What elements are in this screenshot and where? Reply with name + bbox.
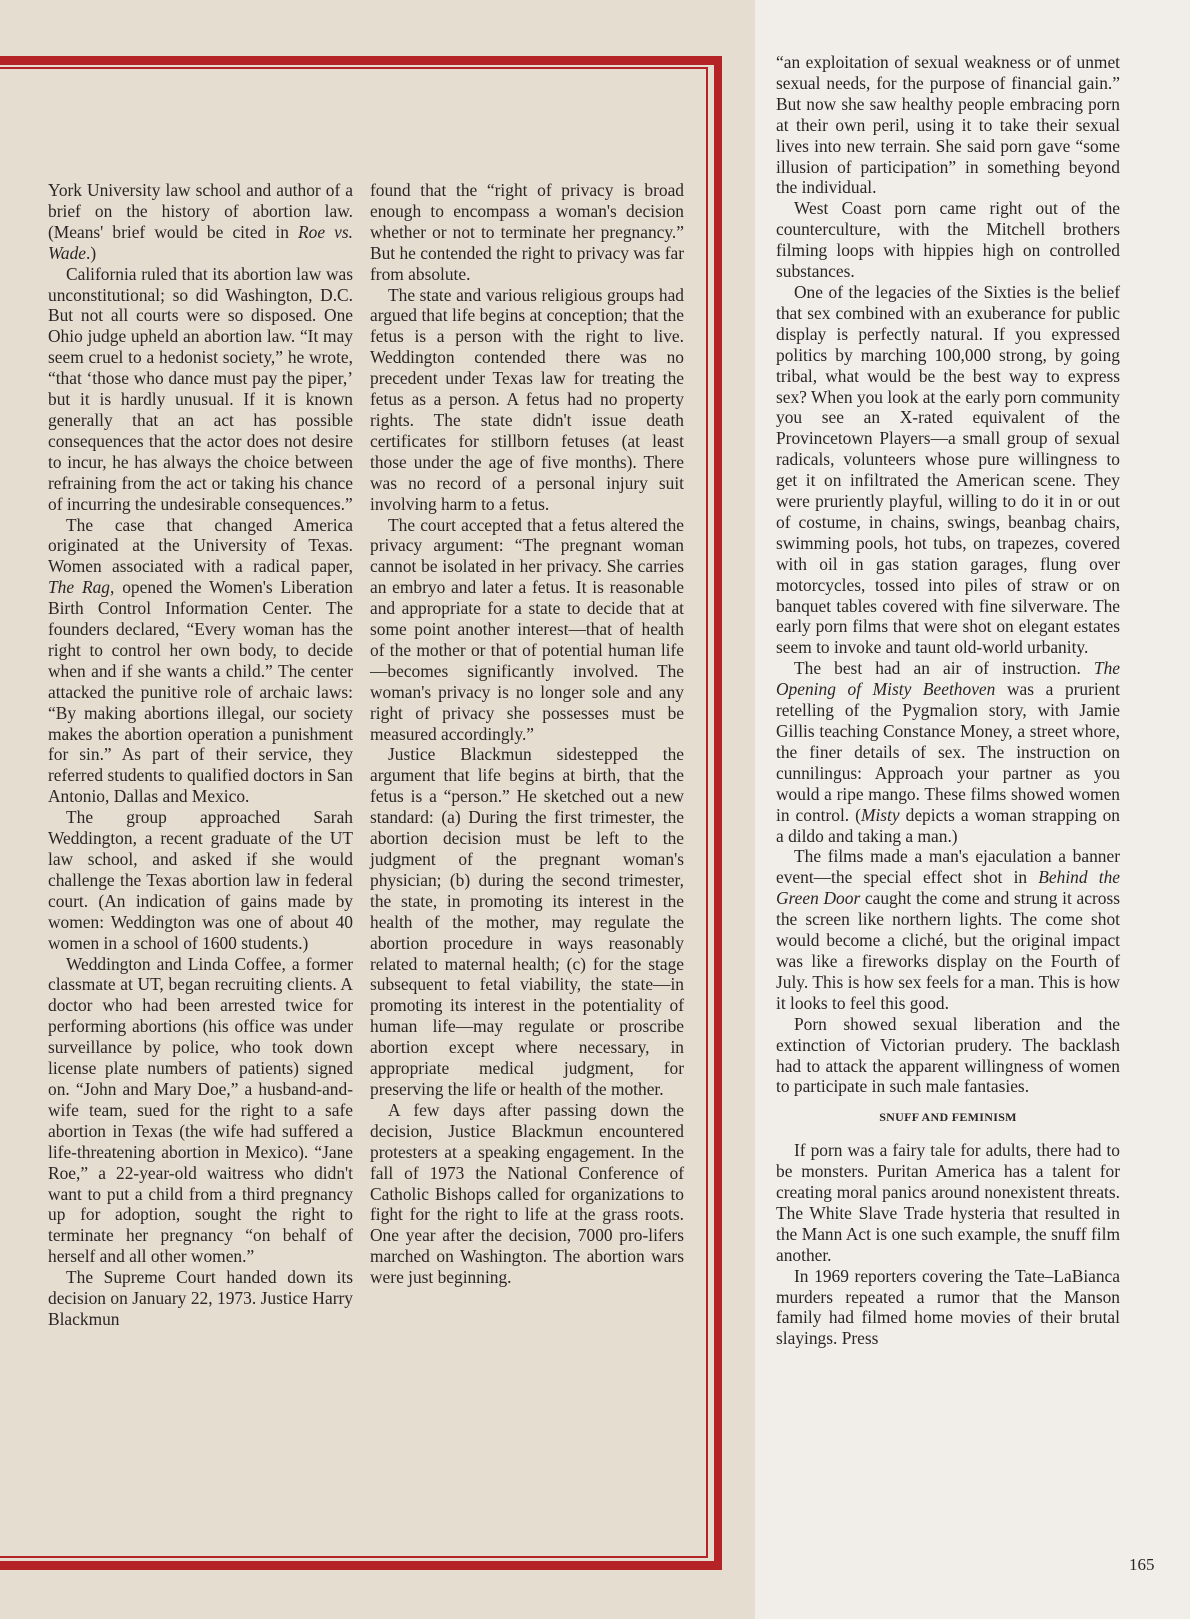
paragraph xyxy=(776,1140,1120,1265)
paragraph xyxy=(776,846,1120,1013)
text-column-2 xyxy=(370,180,684,1288)
text-run: The Supreme Court handed down its decision on January 22, 1973. Justice Harry Blackmun xyxy=(48,1267,353,1329)
paragraph xyxy=(48,1267,353,1330)
text-run: In 1969 reporters covering the Tate–LaBianca murders repeated a rumor that the Manson family had filmed home movies of their brutal slayings. Press xyxy=(776,1265,1120,1349)
text-column-1 xyxy=(48,180,353,1330)
text-run: York University law school and author of a brief on the history of abortion law. (Means' brief would be cited in xyxy=(48,180,353,242)
paragraph xyxy=(776,1266,1120,1350)
text-run: found that the “right of privacy is broad enough to encompass a woman's decision whether or not to terminate her pregnancy.” But he contended the right to privacy was far from absolute. xyxy=(370,180,684,284)
text-run: The group approached Sarah Weddington, a recent graduate of the UT law school, and asked if she would challenge the Texas abortion law in federal court. (An indication of gains made by women: Weddington was one of about 40 women in a school of 1600 students.) xyxy=(48,807,353,953)
text-run: The films made a man's ejaculation a banner event—the special effect shot in xyxy=(776,846,1120,888)
paragraph xyxy=(776,658,1120,846)
frame-right-inner-rule xyxy=(706,67,708,1558)
text-run: The best had an air of instruction. xyxy=(794,658,1094,679)
text-run: .) xyxy=(86,242,97,263)
frame-top-border xyxy=(0,56,722,65)
frame-bottom-inner-rule xyxy=(0,1556,708,1558)
paragraph xyxy=(370,180,684,285)
paragraph xyxy=(776,282,1120,658)
section-heading: SNUFF AND FEMINISM xyxy=(879,1110,1017,1125)
text-run: depicts a woman strapping on a dildo and taking a man.) xyxy=(776,804,1120,846)
paragraph xyxy=(48,954,353,1268)
frame-bottom-border xyxy=(0,1561,722,1570)
paragraph xyxy=(48,180,353,264)
italic-title: Roe vs. Wade xyxy=(48,221,353,263)
italic-title: Behind the Green Door xyxy=(776,867,1120,909)
page-number: 165 xyxy=(1129,1555,1155,1574)
paragraph xyxy=(370,744,684,1099)
paragraph xyxy=(48,515,353,808)
text-run: , opened the Women's Liberation Birth Control Information Center. The founders declared, “Every woman has the right to control her own body, to decide when and if she wants a child.” The center attacked the punitive role of archaic laws: “By making abortions illegal, our society makes the abortion operation a punishment for sin.” As part of their service, they referred students to qualified doctors in San Antonio, Dallas and Mexico. xyxy=(48,577,353,807)
text-column-3 xyxy=(776,52,1120,1349)
paragraph xyxy=(48,264,353,515)
text-run: Porn showed sexual liberation and the extinction of Victorian prudery. The backlash had to attack the apparent willingness of women to participate in such male fantasies. xyxy=(776,1013,1120,1097)
text-run: West Coast porn came right out of the counterculture, with the Mitchell brothers filming loops with hippies high on controlled substances. xyxy=(776,198,1120,282)
text-run: One of the legacies of the Sixties is the belief that sex combined with an exuberance for public display is perfectly natural. If you expressed politics by marching 100,000 strong, by going tribal, what would be the best way to express sex? When you look at the early porn community you see an X-rated equivalent of the Provincetown Players—a small group of sexual radicals, volunteers whose pure willingness to get it on infiltrated the American scene. They were pruriently playful, willing to do it in or out of costume, in chains, swings, beanbag chairs, swimming pools, hot tubs, on trapezes, covered with oil in gas station garages, flung over motorcycles, tossed into piles of straw or on banquet tables covered with fine silverware. The early porn films that were shot on elegant estates seem to invoke and taunt old-world urbanity. xyxy=(776,281,1120,658)
paragraph xyxy=(776,198,1120,282)
text-run: The court accepted that a fetus altered the privacy argument: “The pregnant woman cannot be isolated in her privacy. She carries an embryo and later a fetus. It is reasonable and appropriate for a state to decide that at some point another interest—that of health of the mother or that of potential human life—becomes significantly involved. The woman's privacy is no longer sole and any right of privacy she possesses must be measured accordingly.” xyxy=(370,514,684,744)
text-run: The state and various religious groups had argued that life begins at conception; that the fetus is a person with the right to live. Weddington contended there was no precedent under Texas law for treating the fetus as a person. A fetus had no property rights. The state didn't issue death certificates for stillborn fetuses (at least those under the age of five months). There was no record of a personal injury suit involving harm to a fetus. xyxy=(370,284,684,514)
text-run: Justice Blackmun sidestepped the argument that life begins at birth, that the fetus is a “person.” He sketched out a new standard: (a) During the first trimester, the abortion decision must be left to the judgment of the pregnant woman's physician; (b) during the second trimester, the state, in promoting its interest in the health of the mother, may regulate the abortion procedure in ways reasonably related to maternal health; (c) for the stage subsequent to fetal viability, the state—in promoting its interest in the potentiality of human life—may regulate or proscribe abortion except where necessary, in appropriate medical judgment, for preserving the life or health of the mother. xyxy=(370,744,684,1099)
paragraph xyxy=(370,285,684,515)
text-run: “an exploitation of sexual weakness or of unmet sexual needs, for the purpose of financial gain.” But now she saw healthy people embracing porn at their own peril, using it to take their sexual lives into new terrain. She said porn gave “some illusion of participation” in something beyond the individual. xyxy=(776,52,1120,198)
text-run: was a prurient retelling of the Pygmalion story, with Jamie Gillis teaching Constance Money, a street whore, the finer details of sex. The instruction on cunnilingus: Approach your partner as you would a ripe mango. These films showed women in control. ( xyxy=(776,679,1120,825)
paragraph xyxy=(48,807,353,953)
italic-title: The Opening of Misty Beethoven xyxy=(776,658,1120,700)
paragraph xyxy=(776,52,1120,198)
text-run: If porn was a fairy tale for adults, there had to be monsters. Puritan America has a talent for creating moral panics around nonexistent threats. The White Slave Trade hysteria that resulted in the Mann Act is one such example, the snuff film another. xyxy=(776,1140,1120,1265)
italic-title: Misty xyxy=(860,804,900,825)
text-run: A few days after passing down the decision, Justice Blackmun encountered protesters at a speaking engagement. In the fall of 1973 the National Conference of Catholic Bishops called for organizations to fight for the right to life at the grass roots. One year after the decision, 7000 pro-lifers marched on Washington. The abortion wars were just beginning. xyxy=(370,1099,684,1288)
text-run: California ruled that its abortion law was unconstitutional; so did Washington, D.C. But not all courts were so disposed. One Ohio judge upheld an abortion law. “It may seem cruel to a hedonist society,” he wrote, “that ‘those who dance must pay the piper,’ but it is hardly unusual. If it is known generally that an act has possible consequences that the actor does not desire to incur, he has always the choice between refraining from the act or taking his chance of incurring the undesirable consequences.” xyxy=(48,263,353,514)
paragraph xyxy=(370,1100,684,1288)
frame-top-inner-rule xyxy=(0,67,708,69)
frame-right-border xyxy=(714,56,722,1570)
text-run: Weddington and Linda Coffee, a former classmate at UT, began recruiting clients. A doctor who had been arrested twice for performing abortions (his office was under surveillance by police, who took down license plate numbers of patients) signed on. “John and Mary Doe,” a husband-and-wife team, sued for the right to a safe abortion in Texas (the wife had suffered a life-threatening abortion in Mexico). “Jane Roe,” a 22-year-old waitress who didn't want to put a child from a third pregnancy up for adoption, sought the right to terminate her pregnancy “on behalf of herself and all other women.” xyxy=(48,953,353,1267)
italic-title: The Rag xyxy=(48,577,110,598)
paragraph xyxy=(370,515,684,745)
paragraph xyxy=(776,1014,1120,1098)
text-run: caught the come and strung it across the screen like northern lights. The come shot would become a cliché, but the original impact was like a fireworks display on the Fourth of July. This is how sex feels for a man. This is how it looks to feel this good. xyxy=(776,888,1120,1013)
text-run: The case that changed America originated at the University of Texas. Women associated with a radical paper, xyxy=(48,514,353,577)
